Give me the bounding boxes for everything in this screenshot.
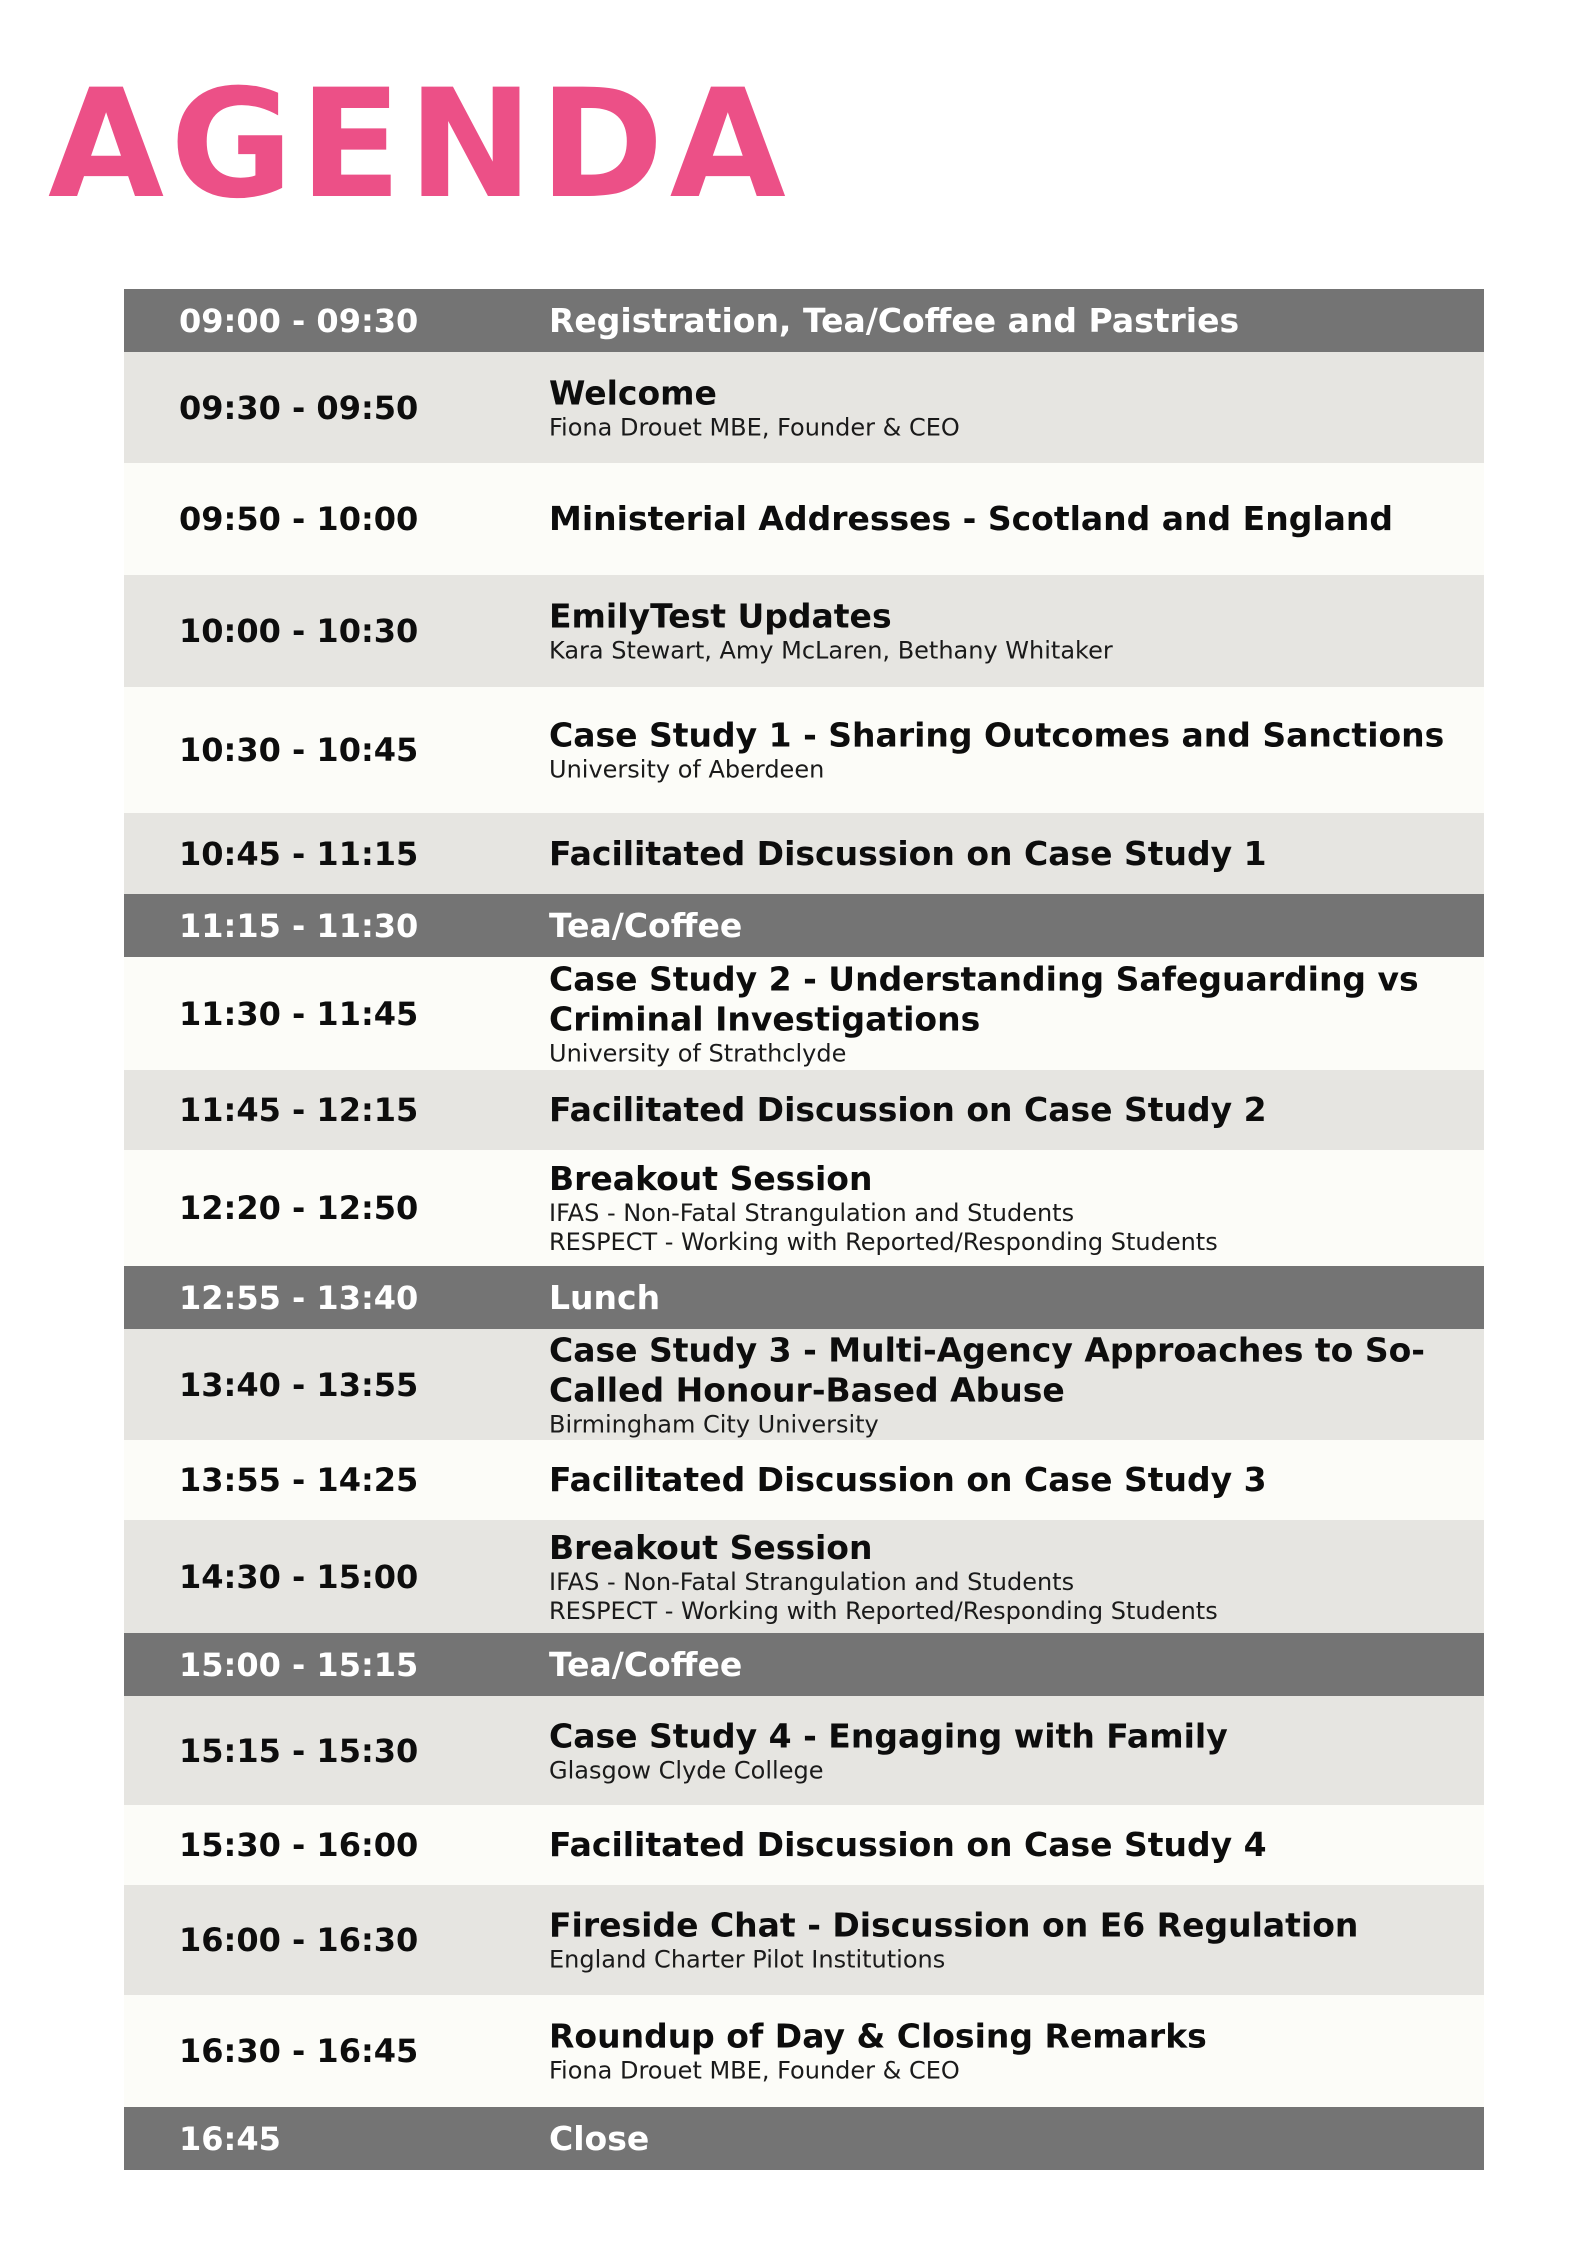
agenda-row <box>124 813 1484 894</box>
agenda-row <box>124 1070 1484 1150</box>
session-title: Facilitated Discussion on Case Study 4 <box>549 1825 1267 1864</box>
session-detail: IFAS - Non-Fatal Strangulation and Students <box>549 1567 1075 1596</box>
session-content <box>549 1090 1464 1130</box>
session-title: EmilyTest Updates <box>549 596 892 636</box>
session-time: 09:00 - 09:30 <box>179 301 419 340</box>
session-time: 15:30 - 16:00 <box>179 1826 419 1864</box>
agenda-row <box>124 1696 1484 1805</box>
session-title: Facilitated Discussion on Case Study 1 <box>549 833 1267 873</box>
session-title: Welcome <box>549 373 717 412</box>
agenda-break-row <box>124 1266 1484 1329</box>
session-detail: RESPECT - Working with Reported/Responding Students <box>549 1596 1218 1625</box>
session-content <box>549 499 1464 539</box>
session-time: 16:45 <box>179 2119 281 2158</box>
session-time: 16:00 - 16:30 <box>179 1921 419 1959</box>
session-detail: Fiona Drouet MBE, Founder & CEO <box>549 2056 960 2085</box>
agenda-break-row <box>124 1633 1484 1696</box>
session-content <box>549 906 1464 946</box>
session-content <box>549 1159 1464 1257</box>
session-title: Tea/Coffee <box>549 905 743 945</box>
session-content <box>549 716 1464 785</box>
agenda-row <box>124 1329 1484 1440</box>
session-detail: IFAS - Non-Fatal Strangulation and Students <box>549 1199 1075 1227</box>
agenda-row <box>124 1995 1484 2107</box>
agenda-table <box>124 289 1484 2170</box>
session-content <box>549 1645 1464 1685</box>
session-content <box>549 1528 1464 1626</box>
session-detail: Glasgow Clyde College <box>549 1756 824 1784</box>
session-time: 15:15 - 15:30 <box>179 1731 419 1770</box>
session-title: Lunch <box>549 1277 661 1317</box>
session-title: Facilitated Discussion on Case Study 3 <box>549 1460 1267 1499</box>
session-time: 15:00 - 15:15 <box>179 1645 419 1684</box>
agenda-row <box>124 1440 1484 1520</box>
session-time: 09:50 - 10:00 <box>179 500 419 538</box>
session-content <box>549 1906 1464 1975</box>
agenda-row <box>124 1885 1484 1995</box>
session-title: Ministerial Addresses - Scotland and England <box>549 499 1394 538</box>
session-time: 12:20 - 12:50 <box>179 1189 419 1227</box>
session-content <box>549 2119 1464 2159</box>
agenda-row <box>124 575 1484 687</box>
session-title: Breakout Session <box>549 1159 873 1198</box>
page-title: AGENDA <box>48 58 792 232</box>
session-time: 10:00 - 10:30 <box>179 612 419 650</box>
session-title: Case Study 2 - Understanding Safeguarding vs Criminal Investigations <box>549 959 1419 1038</box>
session-content <box>549 373 1464 442</box>
session-title: Close <box>549 2118 650 2158</box>
session-time: 14:30 - 15:00 <box>179 1557 419 1596</box>
agenda-row <box>124 957 1484 1070</box>
agenda-break-row <box>124 894 1484 957</box>
agenda-row <box>124 1805 1484 1885</box>
session-time: 12:55 - 13:40 <box>179 1278 419 1317</box>
session-detail: England Charter Pilot Institutions <box>549 1945 946 1974</box>
session-time: 10:45 - 11:15 <box>179 834 419 873</box>
session-time: 11:15 - 11:30 <box>179 906 419 945</box>
session-content <box>549 1825 1464 1865</box>
session-content <box>549 834 1464 874</box>
session-time: 09:30 - 09:50 <box>179 388 419 427</box>
session-title: Case Study 4 - Engaging with Family <box>549 1716 1228 1755</box>
agenda-break-row <box>124 289 1484 352</box>
agenda-row <box>124 463 1484 575</box>
session-content <box>549 959 1464 1068</box>
session-detail: Kara Stewart, Amy McLaren, Bethany Whitaker <box>549 636 1113 665</box>
session-title: Facilitated Discussion on Case Study 2 <box>549 1090 1267 1129</box>
session-content <box>549 1716 1464 1785</box>
session-time: 11:45 - 12:15 <box>179 1091 419 1129</box>
session-content <box>549 2017 1464 2086</box>
session-time: 13:55 - 14:25 <box>179 1461 419 1499</box>
agenda-row <box>124 687 1484 813</box>
session-title: Roundup of Day & Closing Remarks <box>549 2016 1207 2056</box>
session-detail: RESPECT - Working with Reported/Responding Students <box>549 1228 1218 1256</box>
session-title: Registration, Tea/Coffee and Pastries <box>549 300 1240 340</box>
session-title: Case Study 3 - Multi-Agency Approaches to So-Called Honour-Based Abuse <box>549 1330 1425 1409</box>
session-title: Tea/Coffee <box>549 1644 743 1684</box>
session-detail: Birmingham City University <box>549 1410 879 1438</box>
session-detail: University of Aberdeen <box>549 755 825 784</box>
agenda-row <box>124 352 1484 463</box>
session-time: 11:30 - 11:45 <box>179 994 419 1033</box>
session-title: Fireside Chat - Discussion on E6 Regulation <box>549 1905 1359 1945</box>
agenda-row <box>124 1520 1484 1633</box>
session-time: 13:40 - 13:55 <box>179 1365 419 1404</box>
session-content <box>549 301 1464 341</box>
session-time: 10:30 - 10:45 <box>179 731 419 769</box>
agenda-break-row <box>124 2107 1484 2170</box>
session-content <box>549 1460 1464 1500</box>
session-detail: University of Strathclyde <box>549 1039 847 1067</box>
agenda-row <box>124 1150 1484 1266</box>
session-detail: Fiona Drouet MBE, Founder & CEO <box>549 413 960 441</box>
session-content <box>549 597 1464 666</box>
session-title: Case Study 1 - Sharing Outcomes and Sanctions <box>549 715 1445 755</box>
session-content <box>549 1330 1464 1439</box>
session-time: 16:30 - 16:45 <box>179 2032 419 2070</box>
session-title: Breakout Session <box>549 1527 873 1567</box>
session-content <box>549 1278 1464 1318</box>
